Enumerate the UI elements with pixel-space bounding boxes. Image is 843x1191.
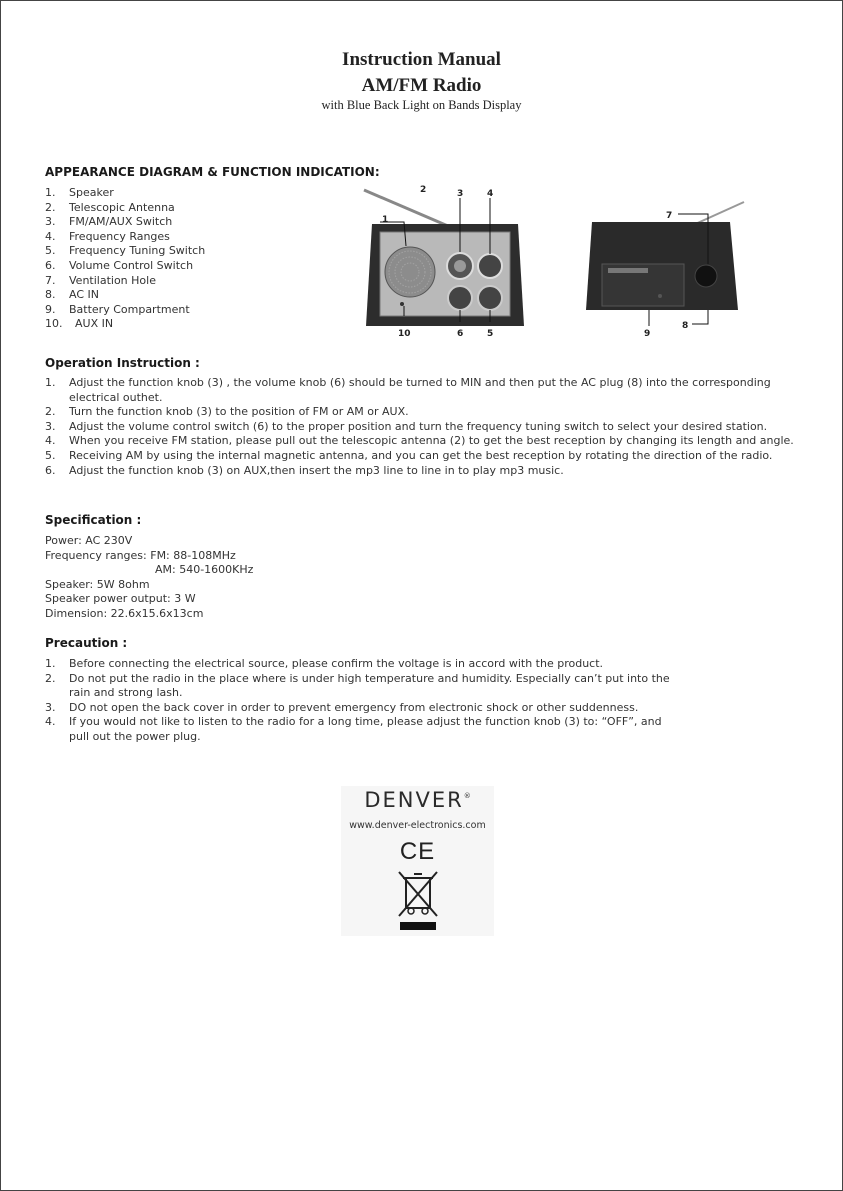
list-item: 1. Before connecting the electrical source, please confirm the voltage is in accord with the product. (45, 657, 604, 670)
speaker-grille (385, 247, 435, 297)
brand-logo: DENVER® (364, 788, 471, 812)
diagram-label: 5 (487, 329, 494, 339)
list-item: 2. Do not put the radio in the place where is under high temperature and humidity. Especially can’t put into the rain and strong lash. (45, 671, 670, 700)
weee-bar (400, 922, 436, 930)
list-item: 4. Frequency Ranges (45, 229, 170, 243)
ventilation-hole (695, 265, 717, 287)
list-item: 4. If you would not like to listen to the radio for a long time, please adjust the function knob (3) to: “OFF”, and pull out the power plug. (45, 715, 662, 743)
list-item: 6. Adjust the function knob (3) on AUX,then insert the mp3 line to line in to play mp3 music. (45, 463, 564, 477)
list-item: 7. Ventilation Hole (45, 273, 156, 287)
list-item: 2. Telescopic Antenna (45, 200, 175, 214)
aux-jack (400, 302, 404, 306)
list-item: 2. Turn the function knob (3) to the position of FM or AM or AUX. (45, 405, 409, 419)
list-item: 3. DO not open the back cover in order to prevent emergency from electronic shock or other suddenness. (45, 700, 639, 714)
spec-line: Power: AC 230V (45, 534, 133, 547)
appearance-heading: APPEARANCE DIAGRAM & FUNCTION INDICATION: (45, 165, 380, 179)
operation-list (45, 376, 805, 478)
radio-front-diagram (362, 184, 530, 340)
diagram-label: 8 (682, 321, 689, 331)
appearance-list (45, 186, 345, 332)
volume-knob (448, 286, 472, 310)
list-item: 4. When you receive FM station, please pull out the telescopic antenna (2) to get the best reception by changing its length and angle. (45, 434, 794, 448)
manual-title: Instruction Manual (342, 49, 501, 70)
radio-back-diagram (580, 200, 750, 340)
specification-block (45, 534, 253, 622)
precaution-list (45, 657, 685, 745)
list-item: 8. AC IN (45, 288, 99, 302)
list-item: 5. Receiving AM by using the internal magnetic antenna, and you can get the best reception by rotating the direction of the radio. (45, 448, 773, 462)
operation-heading: Operation Instruction : (45, 356, 200, 370)
list-item: 1. Speaker (45, 186, 114, 199)
spec-line: AM: 540-1600KHz (155, 563, 254, 577)
frequency-dial (478, 254, 502, 278)
diagram-label: 3 (457, 189, 464, 199)
ce-mark: CE (399, 838, 436, 865)
diagram-label: 4 (487, 189, 494, 199)
weee-bin-icon (396, 870, 440, 932)
spec-line: Frequency ranges: FM: 88-108MHz (45, 548, 236, 562)
spec-line: Speaker power output: 3 W (45, 592, 196, 606)
specification-heading: Specification : (45, 513, 142, 527)
list-item: 3. FM/AM/AUX Switch (45, 215, 173, 229)
tuning-knob (478, 286, 502, 310)
diagram-label: 2 (420, 185, 427, 195)
product-subtitle: with Blue Back Light on Bands Display (321, 98, 522, 112)
list-item: 6. Volume Control Switch (45, 258, 194, 272)
diagram-label: 10 (398, 329, 411, 339)
list-item: 10. AUX IN (45, 317, 114, 331)
spec-line: Dimension: 22.6x15.6x13cm (45, 606, 204, 620)
diagram-label: 7 (666, 211, 673, 221)
website-url: www.denver-electronics.com (349, 820, 486, 831)
list-item: 3. Adjust the volume control switch (6) to the proper position and turn the frequency tuning switch to select your desired station. (45, 419, 768, 433)
list-item: 5. Frequency Tuning Switch (45, 244, 206, 258)
diagram-label: 9 (644, 329, 651, 339)
spec-line: Speaker: 5W 8ohm (45, 577, 150, 591)
brand-logo-block (341, 786, 494, 936)
diagram-label: 1 (382, 215, 389, 225)
diagram-label: 6 (457, 329, 464, 339)
product-title: AM/FM Radio (361, 75, 482, 96)
precaution-heading: Precaution : (45, 636, 128, 650)
list-item: 9. Battery Compartment (45, 302, 190, 316)
list-item: 1. Adjust the function knob (3) , the volume knob (6) should be turned to MIN and then put the AC plug (8) into the corresponding electrical outhet. (45, 376, 771, 404)
